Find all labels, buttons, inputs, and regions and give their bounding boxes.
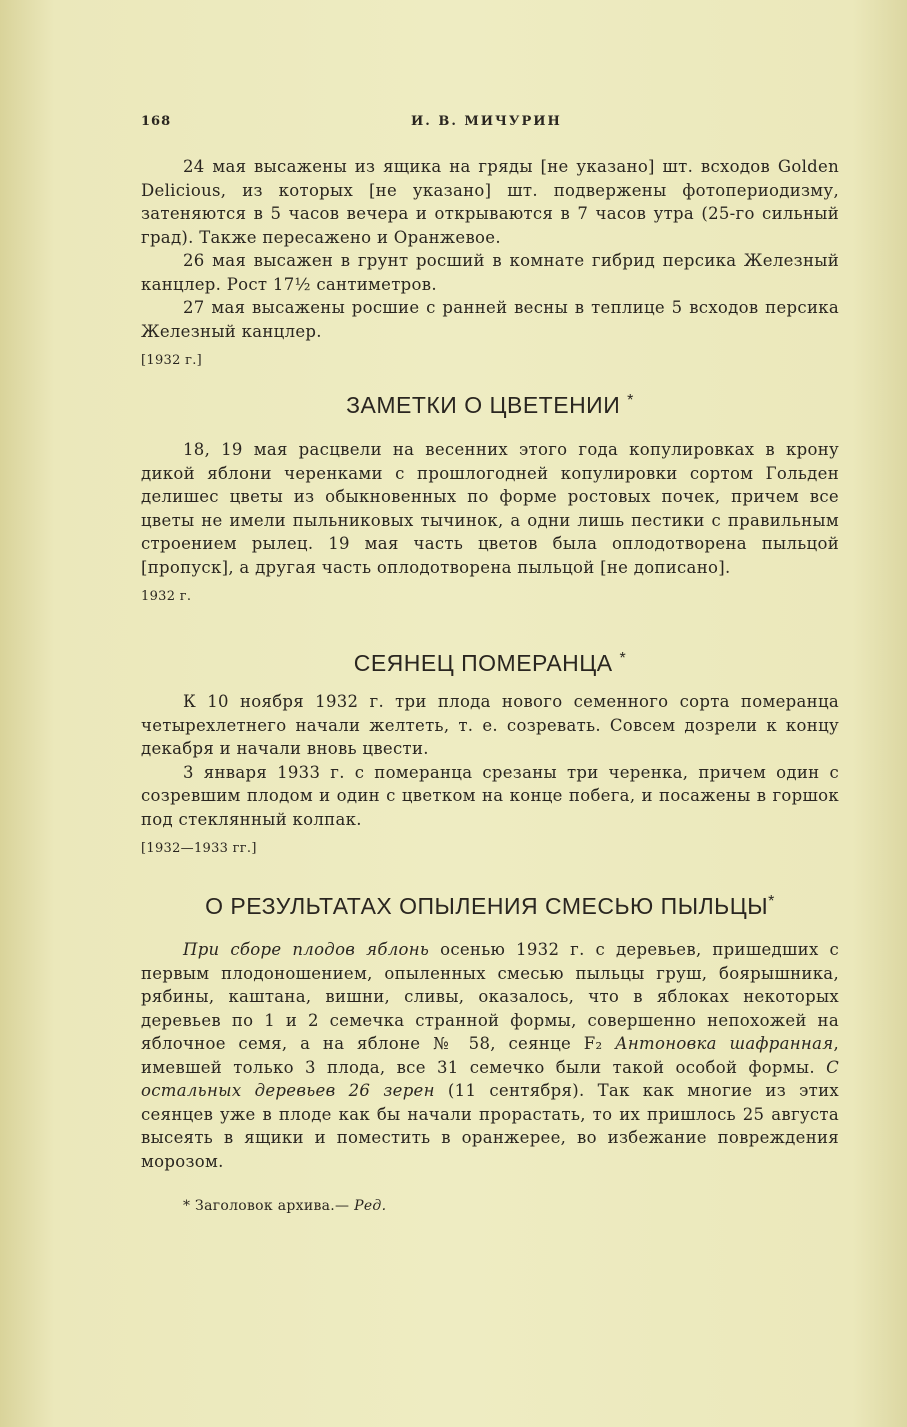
- section-title: СЕЯНЕЦ ПОМЕРАНЦА *: [353, 650, 627, 676]
- section-flowering: [141, 392, 839, 419]
- section-flowering-body: [141, 438, 839, 609]
- paragraph: При сборе плодов яблонь осенью 1932 г. с деревьев, пришедших с первым плодоношением, опыленных смесью пыльцы груш, боярышника, рябины, каштана, вишни, сливы, оказалось, что в яблоках некоторых деревьев по 1 и 2 семечка странной формы, совершенно непохожей на яблочное семя, а на яблоне № 58, сеянце F₂ Антоновка шафранная, имевшей только 3 плода, все 31 семечко были такой особой формы. С остальных деревьев 26 зерен (11 сентября). Так как многие из этих сеянцев уже в плоде как бы начали прорастать, то их пришлось 25 августа высеять в ящики и поместить в оранжерее, во избежание повреждения морозом.: [141, 940, 840, 1171]
- paragraph: К 10 ноября 1932 г. три плода нового семенного сорта померанца четырехлетнего начали желтеть, т. е. созревать. Совсем дозрели к концу декабря и начали вновь цвести.: [141, 692, 839, 758]
- top-entries: [141, 155, 839, 373]
- paragraph: 27 мая высажены росшие с ранней весны в теплице 5 всходов персика Железный канцлер.: [141, 298, 839, 341]
- running-header: [141, 114, 841, 134]
- page-number: 168: [141, 114, 172, 129]
- date-note: 1932 г.: [141, 589, 192, 604]
- paragraph: 24 мая высажены из ящика на гряды [не указано] шт. всходов Golden Delicious, из которых [не указано] шт. подвержены фотопериодизму, затеняются в 5 часов вечера и открываются в 7 часов утра (25-го сильный град). Также пересажено и Оранжевое.: [141, 157, 839, 247]
- date-note: [1932 г.]: [141, 353, 203, 368]
- section-title: ЗАМЕТКИ О ЦВЕТЕНИИ *: [346, 392, 634, 418]
- section-title: О РЕЗУЛЬТАТАХ ОПЫЛЕНИЯ СМЕСЬЮ ПЫЛЬЦЫ*: [205, 893, 775, 919]
- section-pollination-body: [141, 938, 839, 1173]
- date-note: [1932—1933 гг.]: [141, 841, 257, 856]
- paragraph: 26 мая высажен в грунт росший в комнате гибрид персика Железный канцлер. Рост 17½ сантиметров.: [141, 251, 839, 294]
- section-pollination: [141, 893, 839, 920]
- paragraph: 18, 19 мая расцвели на весенних этого года копулировках в крону дикой яблони черенками с прошлогодней копулировки сортом Гольден делишес цветы из обыкновенных по форме ростовых почек, причем все цветы не имели пыльниковых тычинок, а одни лишь пестики с правильным строением рылец. 19 мая часть цветов была оплодотворена пыльцой [пропуск], а другая часть оплодотворена пыльцой [не дописано].: [141, 440, 839, 577]
- paragraph: 3 января 1933 г. с померанца срезаны три черенка, причем один с созревшим плодом и один с цветком на конце побега, и посажены в горшок под стеклянный колпак.: [141, 762, 839, 829]
- section-seedling: [141, 650, 839, 677]
- footnote: * Заголовок архива.— Ред.: [183, 1198, 387, 1214]
- section-seedling-body: [141, 690, 839, 861]
- running-author: И. В. МИЧУРИН: [411, 114, 562, 129]
